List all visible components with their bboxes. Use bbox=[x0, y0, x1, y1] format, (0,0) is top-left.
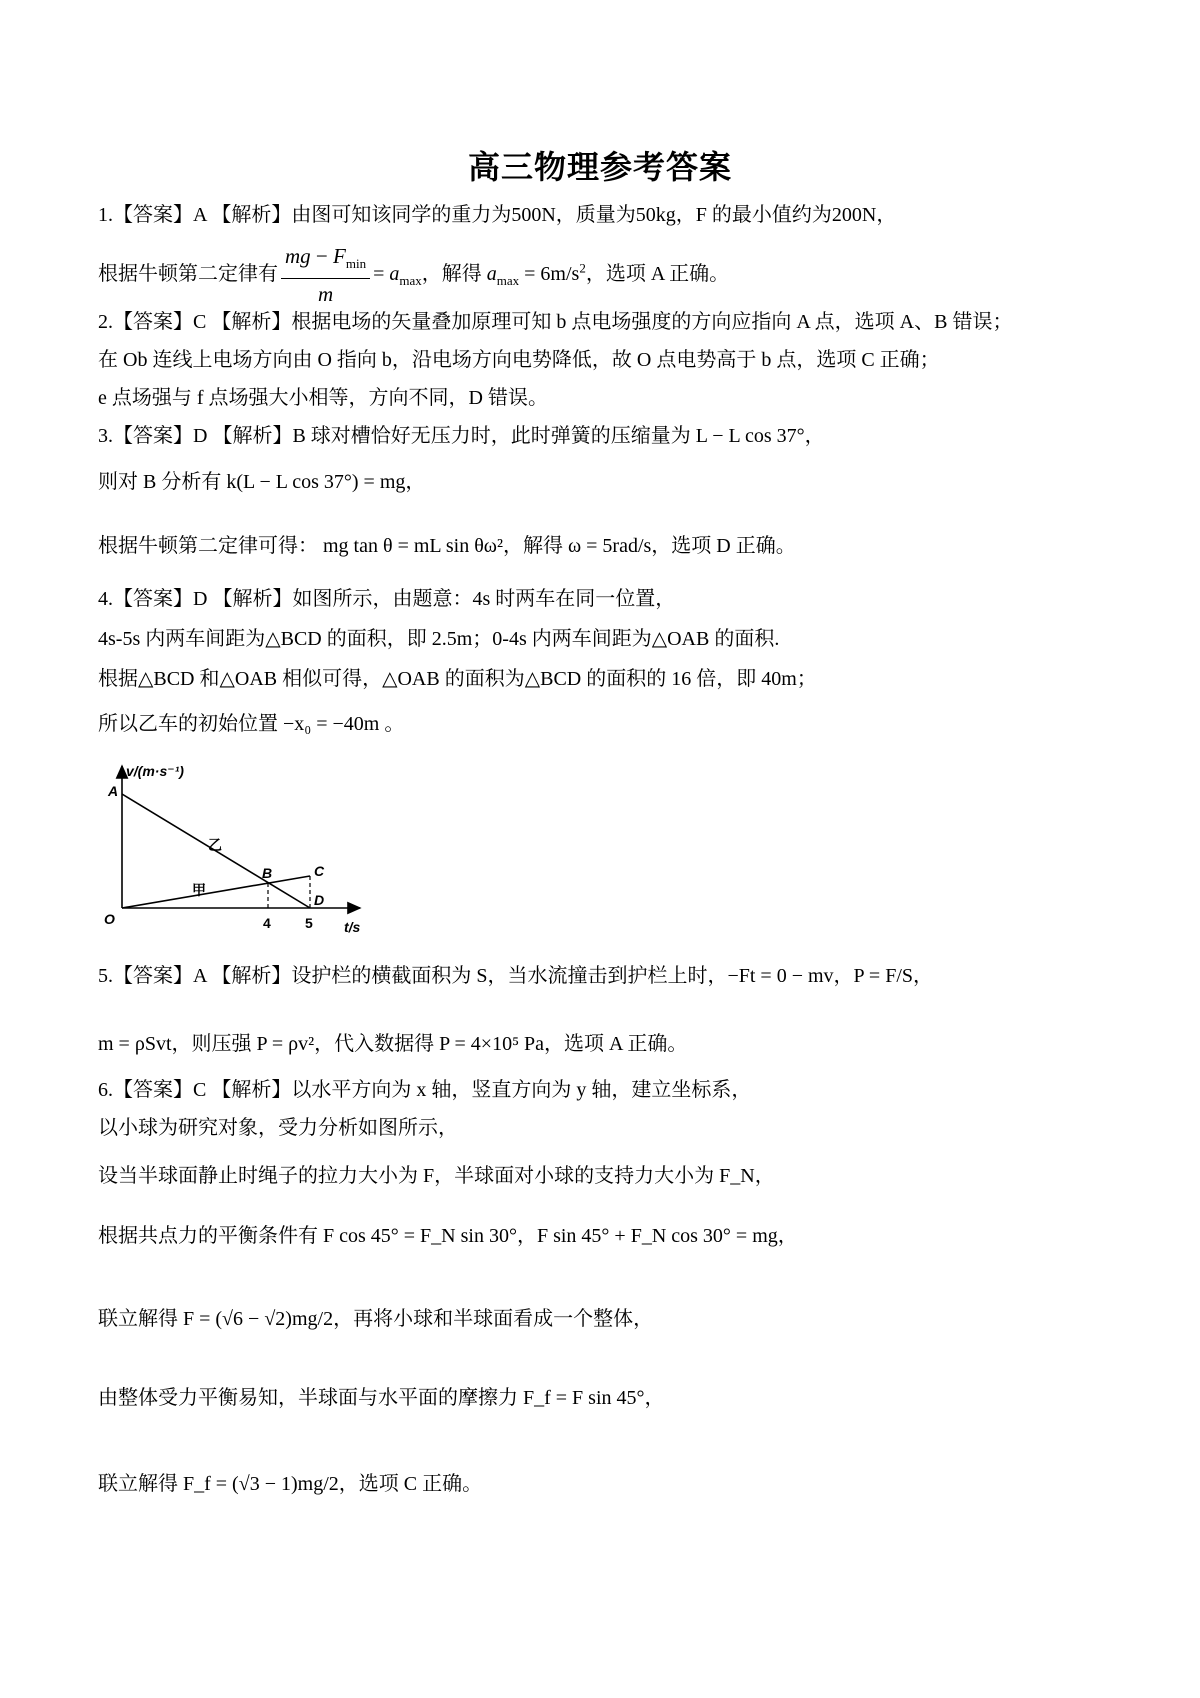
answer-6-line-6: 由整体受力平衡易知，半球面与水平面的摩擦力 F_f = F sin 45°， bbox=[98, 1387, 665, 1409]
answer-1-line-2: 根据牛顿第二定律有 $\frac{mg - F_{min}}{m}$ = $a_{max}$，解得 $a_{max} = 6m/s^2$，选项 A 正确。 bbox=[98, 244, 730, 307]
answer-1-line-1: 1.【答案】A 【解析】由图可知该同学的重力为500N，质量为50kg，F 的最小值约为200N， bbox=[98, 204, 897, 226]
point-label-o: O bbox=[104, 911, 115, 927]
velocity-time-graph bbox=[98, 758, 368, 938]
answer-6-line-2: 以小球为研究对象，受力分析如图所示， bbox=[98, 1117, 458, 1139]
answer-3-line-3: 根据牛顿第二定律可得： mg tan θ = mL sin θω²，解得 ω = 5rad/s，选项 D 正确。 bbox=[98, 535, 796, 557]
t-axis-label: t/s bbox=[344, 919, 361, 935]
answer-6-line-3: 设当半球面静止时绳子的拉力大小为 F，半球面对小球的支持力大小为 F_N， bbox=[98, 1165, 775, 1187]
v-axis-label: v/(m·s⁻¹) bbox=[126, 763, 184, 779]
x-tick-4: 4 bbox=[263, 915, 271, 931]
line-label-jia: 甲 bbox=[192, 882, 206, 898]
line-jia bbox=[122, 876, 310, 908]
answer-4-line-2: 4s-5s 内两车间距为△BCD 的面积，即 2.5m；0-4s 内两车间距为△OAB 的面积. bbox=[98, 628, 780, 650]
answer-6-line-1: 6.【答案】C 【解析】以水平方向为 x 轴，竖直方向为 y 轴，建立坐标系， bbox=[98, 1079, 752, 1101]
answer-2-line-2: 在 Ob 连线上电场方向由 O 指向 b，沿电场方向电势降低，故 O 点电势高于 b 点，选项 C 正确； bbox=[98, 349, 940, 371]
answer-4-line-3: 根据△BCD 和△OAB 相似可得，△OAB 的面积为△BCD 的面积的 16 倍，即 40m； bbox=[98, 668, 817, 690]
page-title: 高三物理参考答案 bbox=[467, 149, 732, 185]
answer-6-line-5: 联立解得 F = (√6 − √2)mg/2，再将小球和半球面看成一个整体， bbox=[98, 1308, 654, 1330]
answer-6-line-7: 联立解得 F_f = (√3 − 1)mg/2，选项 C 正确。 bbox=[98, 1473, 483, 1495]
answer-3-line-1: 3.【答案】D 【解析】B 球对槽恰好无压力时，此时弹簧的压缩量为 L − L cos 37°， bbox=[98, 425, 825, 447]
answer-5-line-2: m = ρSvt，则压强 P = ρv²，代入数据得 P = 4×10⁵ Pa，选项 A 正确。 bbox=[98, 1033, 688, 1055]
point-label-d: D bbox=[314, 892, 325, 908]
answer-2-line-1: 2.【答案】C 【解析】根据电场的矢量叠加原理可知 b 点电场强度的方向应指向 A 点，选项 A、B 错误； bbox=[98, 311, 1013, 333]
line-label-yi: 乙 bbox=[208, 837, 222, 853]
point-label-c: C bbox=[314, 863, 325, 879]
answer-3-line-2: 则对 B 分析有 k(L − L cos 37°) = mg， bbox=[98, 471, 426, 493]
answer-6-line-4: 根据共点力的平衡条件有 F cos 45° = F_N sin 30°，F sin 45° + F_N cos 30° = mg， bbox=[98, 1225, 798, 1247]
point-label-a: A bbox=[108, 783, 119, 799]
answer-5-line-1: 5.【答案】A 【解析】设护栏的横截面积为 S，当水流撞击到护栏上时，−Ft = 0 − mv，P = F/S， bbox=[98, 965, 933, 987]
answer-4-line-1: 4.【答案】D 【解析】如图所示，由题意：4s 时两车在同一位置， bbox=[98, 588, 676, 610]
point-label-b: B bbox=[262, 865, 273, 881]
answer-4-line-4: 所以乙车的初始位置 −x₀ = −40m 。 bbox=[98, 713, 405, 735]
answer-2-line-3: e 点场强与 f 点场强大小相等，方向不同，D 错误。 bbox=[98, 387, 548, 409]
x-tick-5: 5 bbox=[305, 915, 313, 931]
